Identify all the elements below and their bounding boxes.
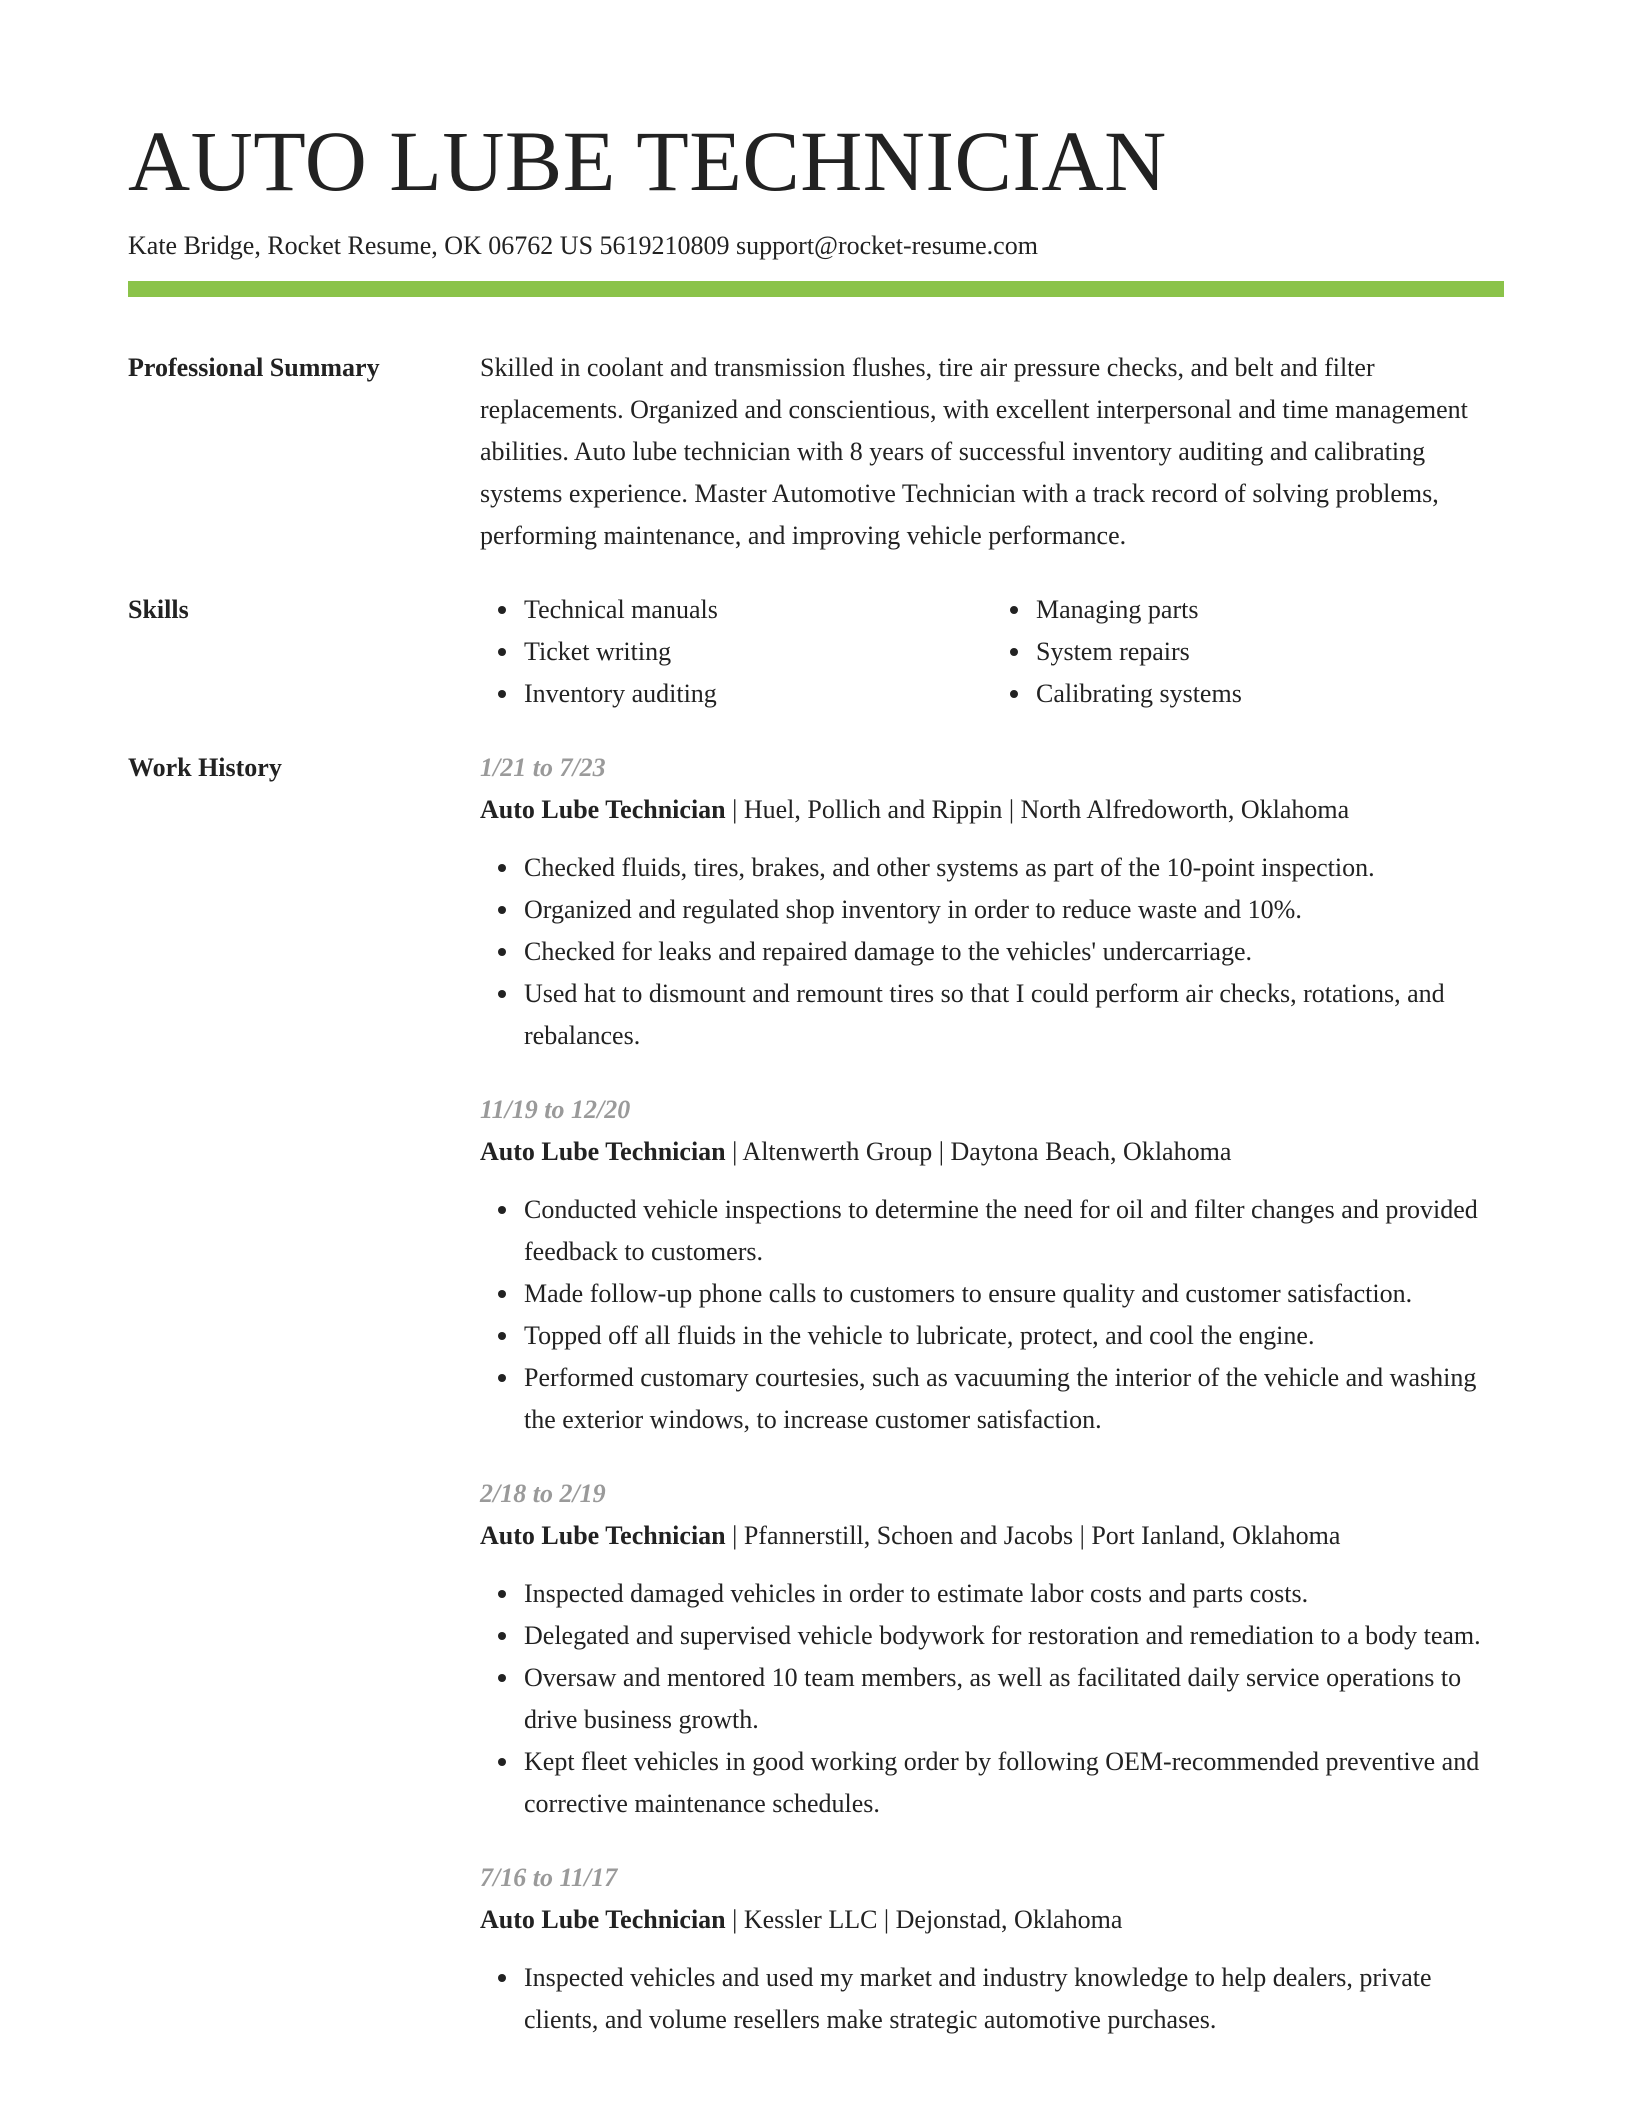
job-bullet: Delegated and supervised vehicle bodywork for restoration and remediation to a body team. bbox=[524, 1615, 1504, 1657]
job-entry bbox=[480, 1089, 1504, 1441]
section-label: Work History bbox=[128, 753, 282, 783]
job-bullet: Organized and regulated shop inventory in order to reduce waste and 10%. bbox=[524, 889, 1504, 931]
resume-page bbox=[128, 0, 1504, 2041]
skills-column-left bbox=[480, 589, 992, 715]
summary-text: Skilled in coolant and transmission flushes, tire air pressure checks, and belt and filter replacements. Organized and conscientious, with excellent interpersonal and time management abilities. Auto lube technician with 8 years of successful inventory auditing and calibrating systems experience. Master Automotive Technician with a track record of solving problems, performing maintenance, and improving vehicle performance. bbox=[480, 353, 1468, 551]
job-dates: 1/21 to 7/23 bbox=[480, 753, 606, 783]
job-bullet: Oversaw and mentored 10 team members, as well as facilitated daily service operations to drive business growth. bbox=[524, 1657, 1504, 1741]
job-dates: 2/18 to 2/19 bbox=[480, 1479, 606, 1509]
summary-section bbox=[128, 347, 1504, 557]
job-employer-location: | Kessler LLC | Dejonstad, Oklahoma bbox=[725, 1905, 1123, 1935]
job-bullets bbox=[480, 1573, 1504, 1825]
job-heading bbox=[480, 1515, 1504, 1557]
job-bullet: Performed customary courtesies, such as vacuuming the interior of the vehicle and washing the exterior windows, to increase customer satisfaction. bbox=[524, 1357, 1504, 1441]
job-title: Auto Lube Technician bbox=[480, 1521, 726, 1551]
job-heading bbox=[480, 789, 1504, 831]
job-entry bbox=[480, 747, 1504, 1057]
job-bullet: Checked fluids, tires, brakes, and other systems as part of the 10-point inspection. bbox=[524, 847, 1504, 889]
job-bullet: Inspected damaged vehicles in order to estimate labor costs and parts costs. bbox=[524, 1573, 1504, 1615]
job-bullet: Kept fleet vehicles in good working order by following OEM-recommended preventive and corrective maintenance schedules. bbox=[524, 1741, 1504, 1825]
work-history-list bbox=[480, 747, 1504, 2041]
job-bullets bbox=[480, 1189, 1504, 1441]
skill-item: Managing parts bbox=[1036, 589, 1504, 631]
job-bullet: Conducted vehicle inspections to determine the need for oil and filter changes and provided feedback to customers. bbox=[524, 1189, 1504, 1273]
skills-grid bbox=[480, 589, 1504, 715]
section-label: Professional Summary bbox=[128, 353, 380, 383]
skill-item: System repairs bbox=[1036, 631, 1504, 673]
job-title: Auto Lube Technician bbox=[480, 1137, 726, 1167]
contact-line: Kate Bridge, Rocket Resume, OK 06762 US 5619210809 support@rocket-resume.com bbox=[128, 231, 1038, 260]
job-heading bbox=[480, 1899, 1504, 1941]
skills-column-right bbox=[992, 589, 1504, 715]
job-bullet: Made follow-up phone calls to customers to ensure quality and customer satisfaction. bbox=[524, 1273, 1504, 1315]
job-employer-location: | Huel, Pollich and Rippin | North Alfredoworth, Oklahoma bbox=[725, 795, 1350, 825]
job-heading bbox=[480, 1131, 1504, 1173]
header-divider bbox=[128, 281, 1504, 297]
job-bullets bbox=[480, 847, 1504, 1057]
skills-section bbox=[128, 589, 1504, 715]
job-bullets bbox=[480, 1957, 1504, 2041]
job-entry bbox=[480, 1857, 1504, 2041]
skill-item: Calibrating systems bbox=[1036, 673, 1504, 715]
job-bullet: Used hat to dismount and remount tires so that I could perform air checks, rotations, and rebalances. bbox=[524, 973, 1504, 1057]
job-dates: 7/16 to 11/17 bbox=[480, 1863, 618, 1893]
work-history-section bbox=[128, 747, 1504, 2041]
job-dates: 11/19 to 12/20 bbox=[480, 1095, 631, 1125]
job-bullet: Checked for leaks and repaired damage to the vehicles' undercarriage. bbox=[524, 931, 1504, 973]
section-label: Skills bbox=[128, 595, 189, 625]
skill-item: Inventory auditing bbox=[524, 673, 992, 715]
skill-item: Ticket writing bbox=[524, 631, 992, 673]
job-bullet: Topped off all fluids in the vehicle to lubricate, protect, and cool the engine. bbox=[524, 1315, 1504, 1357]
job-entry bbox=[480, 1473, 1504, 1825]
resume-title: AUTO LUBE TECHNICIAN bbox=[128, 113, 1167, 209]
job-title: Auto Lube Technician bbox=[480, 1905, 726, 1935]
skill-item: Technical manuals bbox=[524, 589, 992, 631]
job-employer-location: | Pfannerstill, Schoen and Jacobs | Port Ianland, Oklahoma bbox=[725, 1521, 1341, 1551]
job-bullet: Inspected vehicles and used my market and industry knowledge to help dealers, private clients, and volume resellers make strategic automotive purchases. bbox=[524, 1957, 1504, 2041]
job-title: Auto Lube Technician bbox=[480, 795, 726, 825]
job-employer-location: | Altenwerth Group | Daytona Beach, Oklahoma bbox=[725, 1137, 1232, 1167]
